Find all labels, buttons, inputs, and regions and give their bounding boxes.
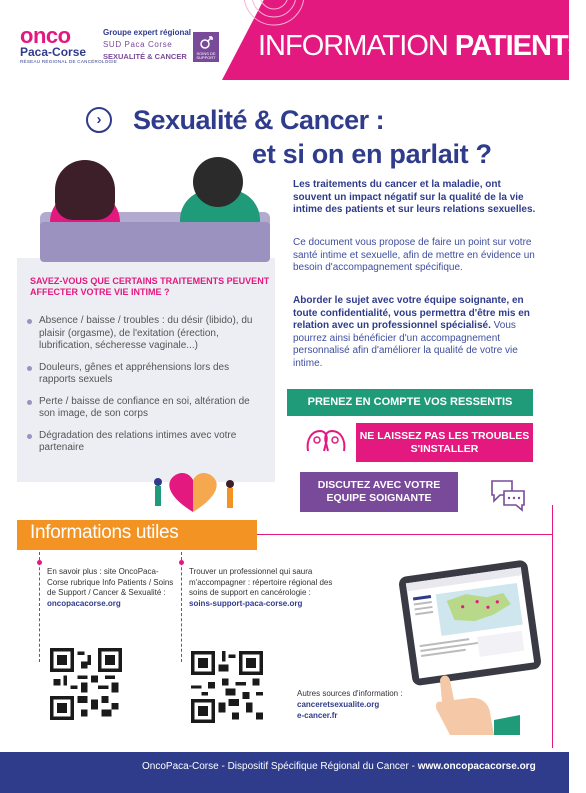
list-item: Dégradation des relations intimes avec votre partenaire bbox=[27, 430, 267, 455]
divider bbox=[39, 552, 40, 662]
two-heads-icon bbox=[304, 425, 348, 457]
bullet-dot bbox=[37, 560, 42, 565]
soins-support-badge bbox=[193, 32, 219, 62]
symptoms-list bbox=[27, 315, 267, 464]
e-cancer-link[interactable]: e-cancer.fr bbox=[297, 711, 338, 720]
info-section-title: Informations utiles bbox=[30, 522, 179, 543]
page-title-line-1: Sexualité & Cancer : bbox=[133, 105, 385, 135]
heart-puzzle-illustration bbox=[150, 462, 236, 518]
list-item: Absence / baisse / troubles : du désir (libido), du plaisir (orgasme), de l'exitation (érection, lubrification, sécheresse vaginale...) bbox=[27, 315, 267, 353]
soins-support-link[interactable]: soins-support-paca-corse.org bbox=[189, 598, 303, 608]
divider bbox=[552, 505, 553, 748]
chevron-right-icon: › bbox=[86, 107, 112, 133]
list-item: Perte / baisse de confiance en soi, altération de son image, de son corps bbox=[27, 396, 267, 421]
logo-region: Paca-Corse bbox=[20, 45, 87, 59]
badge-label: SOINS DE SUPPORT bbox=[196, 51, 216, 60]
oncopacacorse-link[interactable]: oncopacacorse.org bbox=[47, 598, 121, 608]
banner-ressentis: PRENEZ EN COMPTE VOS RESSENTIS bbox=[287, 389, 533, 416]
logo-subtitle: RÉSEAU RÉGIONAL DE CANCÉROLOGIE bbox=[20, 59, 118, 64]
information-patients-title: INFORMATION PATIENTS bbox=[258, 30, 586, 62]
intro-paragraph: Les traitements du cancer et la maladie, ont souvent un impact négatif sur la qualité de la vie intime des patients et sur leurs relations sexuelles. bbox=[293, 179, 536, 215]
canceretsexualite-link[interactable]: canceretsexualite.org bbox=[297, 700, 380, 709]
other-sources bbox=[297, 688, 437, 721]
group-line-2: SUD Paca Corse bbox=[103, 40, 173, 49]
footer-url-link[interactable]: www.oncopacacorse.org bbox=[417, 761, 536, 772]
group-line-1: Groupe expert régional bbox=[103, 28, 192, 37]
banner-troubles: NE LAISSEZ PAS LES TROUBLES S'INSTALLER bbox=[356, 423, 533, 462]
logo-onco: onco bbox=[20, 23, 71, 48]
qr-code-soins-support[interactable] bbox=[191, 651, 263, 723]
woman-head-illustration bbox=[55, 160, 115, 220]
advice-paragraph: Aborder le sujet avec votre équipe soignante, en toute confidentialité, vous permettra d'être mis en relation avec un professionnel spécialisé. Vous pourrez ainsi bénéficier d'un accompagnement personnalisé afin d'améliorer la qualité de votre vie intime. bbox=[293, 295, 530, 369]
bullet-dot bbox=[179, 560, 184, 565]
footer-text: OncoPaca-Corse - Dispositif Spécifique Régional du Cancer - www.oncopacacorse.org bbox=[142, 761, 536, 772]
group-line-3: SEXUALITÉ & CANCER bbox=[103, 52, 187, 61]
chat-bubbles-icon bbox=[488, 477, 528, 511]
couch-seat-illustration bbox=[40, 222, 270, 262]
qr-code-oncopacacorse[interactable] bbox=[50, 648, 122, 720]
gender-icon bbox=[198, 35, 214, 51]
info-repertoire: Trouver un professionnel qui saura m'accompagner : répertoire régional des soins de support en cancérologie : soins-support-paca-corse.org bbox=[189, 567, 333, 608]
purpose-paragraph: Ce document vous propose de faire un point sur votre santé intime et sexuelle, afin de mettre en évidence un besoin d'accompagnement spécifique. bbox=[293, 237, 535, 273]
page-title-line-2: et si on en parlait ? bbox=[252, 139, 492, 169]
banner-equipe: DISCUTEZ AVEC VOTRE EQUIPE SOIGNANTE bbox=[300, 472, 458, 512]
list-item: Douleurs, gênes et appréhensions lors des rapports sexuels bbox=[27, 362, 267, 387]
footer bbox=[0, 752, 569, 793]
divider bbox=[257, 534, 553, 535]
panel-question: SAVEZ-VOUS QUE CERTAINS TRAITEMENTS PEUVENT AFFECTER VOTRE VIE INTIME ? bbox=[30, 276, 270, 297]
man-head-illustration bbox=[193, 157, 243, 207]
divider bbox=[181, 552, 182, 662]
other-sources-label: Autres sources d'information : bbox=[297, 689, 403, 698]
info-oncopaca: En savoir plus : site OncoPaca-Corse rubrique Info Patients / Soins de Support / Cancer & Sexualité : oncopacacorse.org bbox=[47, 567, 174, 608]
